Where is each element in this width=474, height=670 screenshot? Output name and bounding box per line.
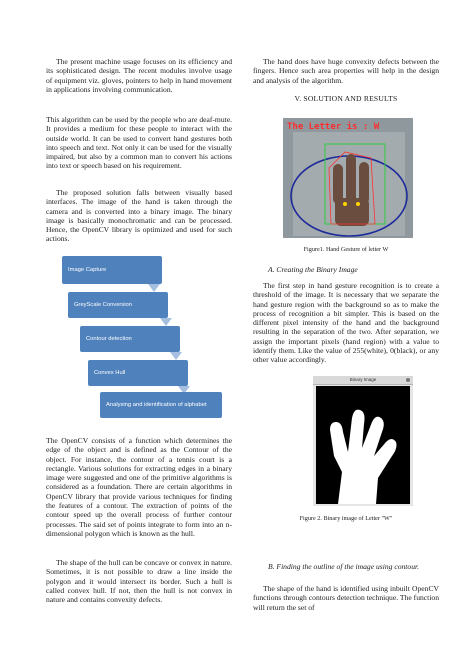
process-flowchart [62,256,222,416]
binary-image-canvas [316,386,410,504]
window-title-bar [313,376,413,385]
right-paragraph-2 [253,281,439,365]
left-paragraph-5 [46,558,232,604]
figure2-caption: Figure 2. Binary image of Letter "W" [299,515,393,522]
paragraph-text: The hand does have huge convexity defects between the fingers. Hence such area properties will help in the design and analysis of the algorithm. [253,57,439,85]
figure-hand-gesture [283,118,413,238]
paragraph-text: The shape of the hull can be concave or convex in nature. Sometimes, it is not possible to draw a line inside the polygon and it would intersect its border. Such a hull is called convex hull. If not, then the hull is not convex in nature and contains convexity defects. [46,558,232,605]
figure-binary-image [313,376,413,506]
flow-step-contour: Contour detection [80,326,180,352]
subsection-heading-b: B. Finding the outline of the image using contour. [268,562,420,571]
flow-step-analysing: Analysing and identification of alphabet [100,392,222,418]
close-icon [406,378,410,382]
flow-arrow [160,318,172,326]
flow-step-greyscale: GreyScale Conversion [68,292,168,318]
figure1-caption: Figure1. Hand Gesture of letter W [303,246,389,253]
paragraph-text: This algorithm can be used by the people who are deaf-mute. It provides a medium for these people to interact with the outside world. It can be used to convert hand gestures both into speech and text. Not only it can be used for the visually impaired, but also by a common man to convert his actions into text or speech based on his requirement. [46,115,232,171]
left-paragraph-2 [46,115,232,171]
window-title: Binary Image [349,377,377,382]
hand-gesture-photo [283,118,413,238]
paragraph-text: The OpenCV consists of a function which determines the edge of the object and is defined as the Contour of the object. For instance, the contour of a tennis court is a rectangle. Various solutions for extracting edges in a binary image were suggested and one of the primitive algorithms is considered as a foundation. There are certain algorithms in OpenCV library that provide various techniques for finding the features of a contour. The extraction of points of the contour speed up the overall process of further contour processes. The said set of points integrate to form into an n-dimensional polygon which is known as the hull. [46,436,232,538]
paragraph-text: The shape of the hand is identified using inbuilt OpenCV functions through contours detection technique. The function will return the set of [253,584,439,612]
left-paragraph-4 [46,436,232,538]
left-paragraph-1 [46,57,232,94]
flow-arrow [170,352,182,360]
binary-hand-silhouette [316,386,410,504]
right-paragraph-1 [253,57,439,85]
paragraph-text: The proposed solution falls between visually based interfaces. The image of the hand is taken through the camera and is converted into a binary image. The binary image is basically monochromatic and can be processed. Hence, the OpenCV library is optimized and used for such actions. [46,188,232,244]
section-heading: V. SOLUTION AND RESULTS [294,94,398,103]
flow-step-image-capture: Image Capture [62,256,162,284]
flow-arrow [148,284,160,292]
flow-step-convex-hull: Convex Hull [88,360,188,386]
paragraph-text: The first step in hand gesture recognition is to create a threshold of the image. It is necessary that we separate the hand gesture region with the background so as to make the process of recognition a bit simpler. This is based on the different pixel intensity of the hand and the background resulting in the separation of the two. After separation, we assign the important pixels (hand region) with a value to identify them. Like the value of 255(white), 0(black), or any other value accordingly. [253,281,439,365]
subsection-heading-a: A. Creating the Binary Image [268,265,358,274]
figure-overlay-text: The Letter is : W [287,122,380,132]
right-paragraph-3 [253,584,439,612]
left-paragraph-3 [46,188,232,244]
paragraph-text: The present machine usage focuses on its efficiency and its sophisticated design. The recent modules involve usage of equipment viz. gloves, pointers to help in hand movement in applications involving communication. [46,57,232,94]
